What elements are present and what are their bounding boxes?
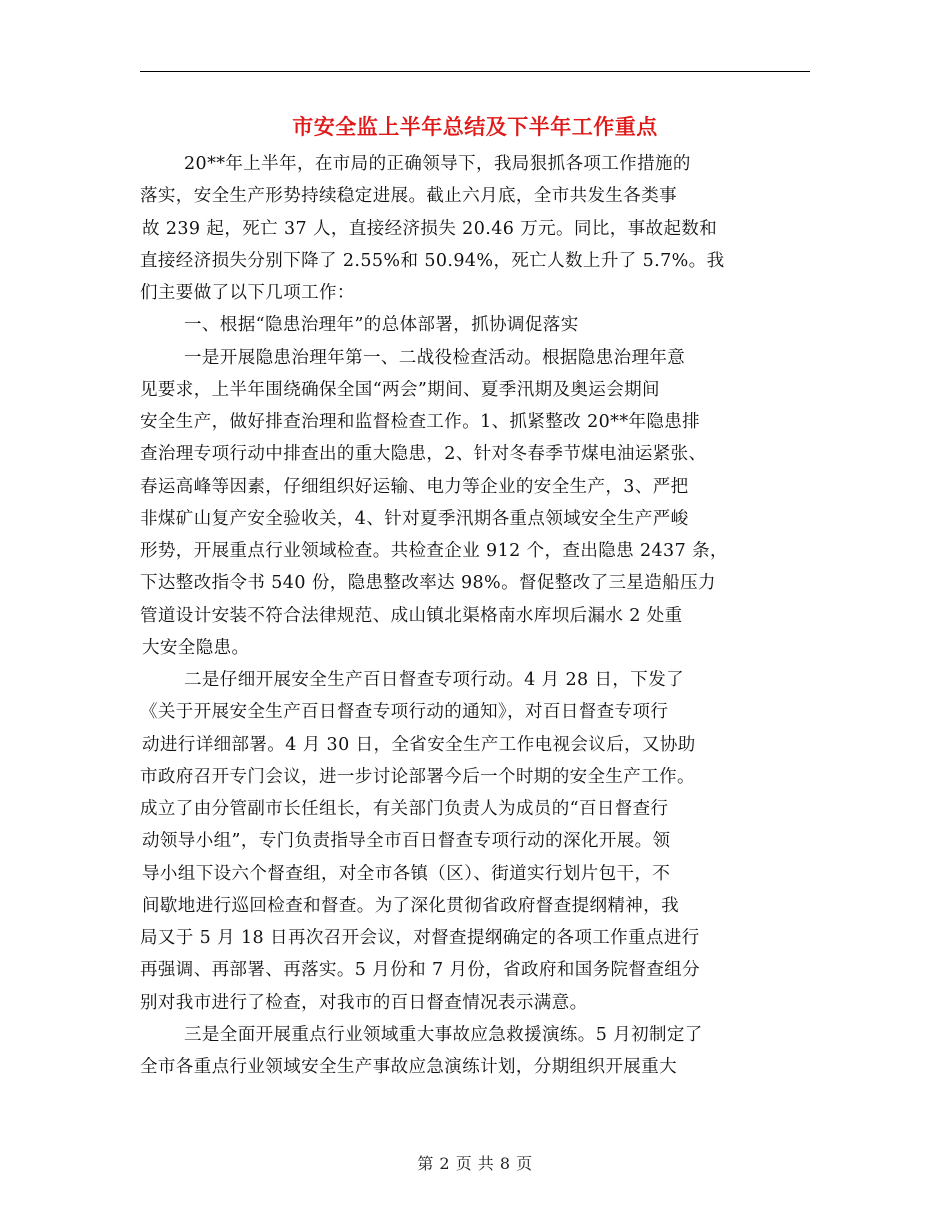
- document-title: 市安全监上半年总结及下半年工作重点: [292, 115, 658, 139]
- header-rule: [140, 71, 810, 72]
- body-line: 二是仔细开展安全生产百日督查专项行动。4 月 28 日，下发了: [184, 670, 684, 690]
- body-line: 形势，开展重点行业领域检查。共检查企业 912 个，查出隐患 2437 条，: [140, 541, 728, 561]
- body-line: 动进行详细部署。4 月 30 日，全省安全生产工作电视会议后，又协助: [142, 734, 696, 755]
- body-line: 落实，安全生产形势持续稳定进展。截止六月底，全市共发生各类事: [140, 186, 677, 207]
- body-line: 直接经济损失分别下降了 2.55%和 50.94%，死亡人数上升了 5.7%。我: [140, 250, 725, 271]
- page-number: 第 2 页 共 8 页: [417, 1154, 533, 1173]
- body-line: 局又于 5 月 18 日再次召开会议，对督查提纲确定的各项工作重点进行: [140, 928, 700, 948]
- body-line: 间歇地进行巡回检查和督查。为了深化贯彻省政府督查提纲精神，我: [142, 895, 679, 916]
- body-line: 春运高峰等因素，仔细组织好运输、电力等企业的安全生产，3、严把: [140, 476, 689, 497]
- body-line: 20**年上半年，在市局的正确领导下，我局狠抓各项工作措施的: [184, 154, 691, 174]
- body-line: 市政府召开专门会议，进一步讨论部署今后一个时期的安全生产工作。: [140, 766, 695, 787]
- body-line: 大安全隐患。: [142, 637, 250, 658]
- body-line: 导小组下设六个督查组，对全市各镇（区）、街道实行划片包干，不: [142, 863, 671, 884]
- body-line: 管道设计安装不符合法律规范、成山镇北渠格南水库坝后漏水 2 处重: [140, 605, 683, 626]
- body-line: 全市各重点行业领域安全生产事故应急演练计划，分期组织开展重大: [140, 1057, 677, 1077]
- section-heading: 一、根据“隐患治理年”的总体部署，抓协调促落实: [184, 315, 579, 336]
- body-line: 故 239 起，死亡 37 人，直接经济损失 20.46 万元。同比，事故起数和: [142, 218, 718, 239]
- body-line: 安全生产，做好排查治理和监督检查工作。1、抓紧整改 20**年隐患排: [140, 412, 701, 432]
- body-line: 一是开展隐患治理年第一、二战役检查活动。根据隐患治理年意: [184, 347, 686, 368]
- body-line: 动领导小组”，专门负责指导全市百日督查专项行动的深化开展。领: [142, 831, 671, 852]
- body-line: 再强调、再部署、再落实。5 月份和 7 月份，省政府和国务院督查组分: [140, 960, 701, 981]
- body-line: 成立了由分管副市长任组长，有关部门负责人为成员的“百日督查行: [140, 799, 669, 819]
- body-line: 下达整改指令书 540 份，隐患整改率达 98%。督促整改了三星造船压力: [140, 573, 716, 594]
- body-line: 三是全面开展重点行业领域重大事故应急救援演练。5 月初制定了: [184, 1024, 703, 1045]
- body-line: 见要求，上半年围绕确保全国“两会”期间、夏季汛期及奥运会期间: [140, 379, 660, 400]
- document-body: [140, 148, 810, 1083]
- body-line: 们主要做了以下几项工作：: [140, 283, 355, 303]
- body-line: 查治理专项行动中排查出的重大隐患，2、针对冬春季节煤电油运紧张、: [140, 444, 707, 465]
- body-line: 别对我市进行了检查，对我市的百日督查情况表示满意。: [140, 992, 588, 1013]
- body-line: 《关于开展安全生产百日督查专项行动的通知》，对百日督查专项行: [140, 702, 669, 723]
- body-line: 非煤矿山复产安全验收关，4、针对夏季汛期各重点领域安全生产严峻: [140, 508, 689, 529]
